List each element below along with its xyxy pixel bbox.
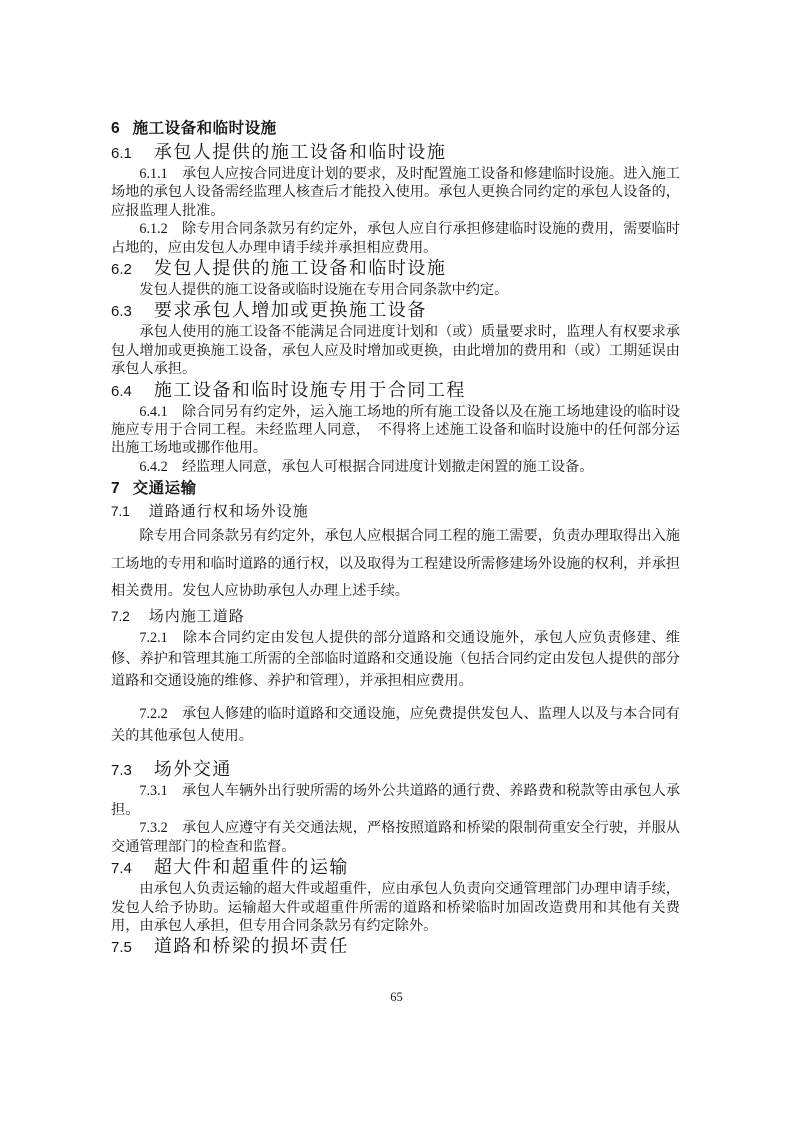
- clause-6-1-1: 6.1.1 承包人应按合同进度计划的要求，及时配置施工设备和修建临时设施。进入施工场地的承包人设备需经监理人核查后才能投入使用。承包人更换合同约定的承包人设备的，应报监理人批准。: [111, 166, 680, 219]
- page-number: 65: [390, 990, 403, 1004]
- clause-7-3-1: 7.3.1 承包人车辆外出行驶所需的场外公共道路的通行费、养路费和税款等由承包人承担。: [111, 783, 680, 818]
- heading-text: 道路通行权和场外设施: [148, 504, 309, 521]
- heading-7-5: [111, 936, 680, 958]
- heading-number: 6.4: [111, 382, 132, 400]
- heading-text: 承包人提供的施工设备和临时设施: [153, 142, 447, 162]
- heading-text: 场内施工道路: [148, 608, 245, 625]
- document-content: [111, 119, 680, 959]
- heading-number: 7.3: [111, 762, 132, 780]
- heading-text: 超大件和超重件的运输: [153, 857, 349, 878]
- heading-text: 发包人提供的施工设备和临时设施: [153, 258, 447, 279]
- heading-7-1: [111, 502, 680, 522]
- heading-7-4: [111, 857, 680, 879]
- clause-7-1-body: 除专用合同条款另有约定外，承包人应根据合同工程的施工需要，负责办理取得出入施工场地的专用和临时道路的通行权，以及取得为工程建设所需修建场外设施的权利，并承担相关费用。发包人应协助承包人办理上述手续。: [111, 528, 680, 600]
- heading-text: 道路和桥梁的损坏责任: [153, 936, 349, 957]
- heading-7-2: [111, 607, 680, 627]
- heading-number: 6.1: [111, 145, 132, 162]
- heading-text: 要求承包人增加或更换施工设备: [153, 300, 427, 321]
- clause-7-4-body: 由承包人负责运输的超大件或超重件，应由承包人负责向交通管理部门办理申请手续，发包人给予协助。运输超大件或超重件所需的道路和桥梁临时加固改造费用和其他有关费用，由承包人承担，但专用合同条款另有约定除外。: [111, 881, 680, 934]
- heading-number: 7: [111, 480, 120, 498]
- heading-chapter-6: [111, 119, 680, 139]
- heading-text: 交通运输: [132, 480, 197, 498]
- heading-number: 7.1: [111, 504, 130, 520]
- heading-number: 7.2: [111, 608, 130, 624]
- heading-6-4: [111, 380, 680, 402]
- heading-text: 施工设备和临时设施: [132, 120, 277, 137]
- clause-7-3-2: 7.3.2 承包人应遵守有关交通法规，严格按照道路和桥梁的限制荷重安全行驶，并服从交通管理部门的检查和监督。: [111, 820, 680, 855]
- blank-line: [111, 693, 680, 704]
- clause-6-3-body: 承包人使用的施工设备不能满足合同进度计划和（或）质量要求时，监理人有权要求承包人增加或更换施工设备，承包人应及时增加或更换，由此增加的费用和（或）工期延误由承包人承担。: [111, 324, 680, 378]
- clause-7-2-1: 7.2.1 除本合同约定由发包人提供的部分道路和交通设施外，承包人应负责修建、维修、养护和管理其施工所需的全部临时道路和交通设施（包括合同约定由发包人提供的部分道路和交通设施的维修、养护和管理），并承担相应费用。: [111, 629, 680, 690]
- clause-6-4-1: 6.4.1 除合同另有约定外，运入施工场地的所有施工设备以及在施工场地建设的临时设施应专用于合同工程。未经监理人同意， 不得将上述施工设备和临时设施中的任何部分运出施工场地或挪作他用。: [111, 403, 680, 457]
- clause-6-2-body: 发包人提供的施工设备或临时设施在专用合同条款中约定。: [139, 282, 509, 299]
- heading-6-1: [111, 142, 680, 164]
- heading-6-2: [111, 258, 680, 280]
- heading-number: 6.3: [111, 303, 132, 321]
- clause-6-1-2: 6.1.2 除专用合同条款另有约定外，承包人应自行承担修建临时设施的费用，需要临时占地的，应由发包人办理申请手续并承担相应费用。: [111, 221, 680, 256]
- heading-7-3: [111, 759, 680, 781]
- clause-6-4-2: 6.4.2 经监理人同意，承包人可根据合同进度计划撤走闲置的施工设备。: [139, 458, 594, 475]
- heading-number: 6: [111, 120, 120, 137]
- heading-text: 场外交通: [153, 759, 232, 780]
- clause-7-2-2: 7.2.2 承包人修建的临时道路和交通设施，应免费提供发包人、监理人以及与本合同有关的其他承包人使用。: [111, 705, 680, 744]
- blank-line: [111, 747, 680, 758]
- heading-chapter-7: [111, 479, 680, 499]
- heading-number: 7.5: [111, 939, 132, 957]
- heading-6-3: [111, 300, 680, 322]
- heading-number: 7.4: [111, 860, 132, 878]
- heading-text: 施工设备和临时设施专用于合同工程: [153, 379, 466, 400]
- heading-number: 6.2: [111, 261, 132, 279]
